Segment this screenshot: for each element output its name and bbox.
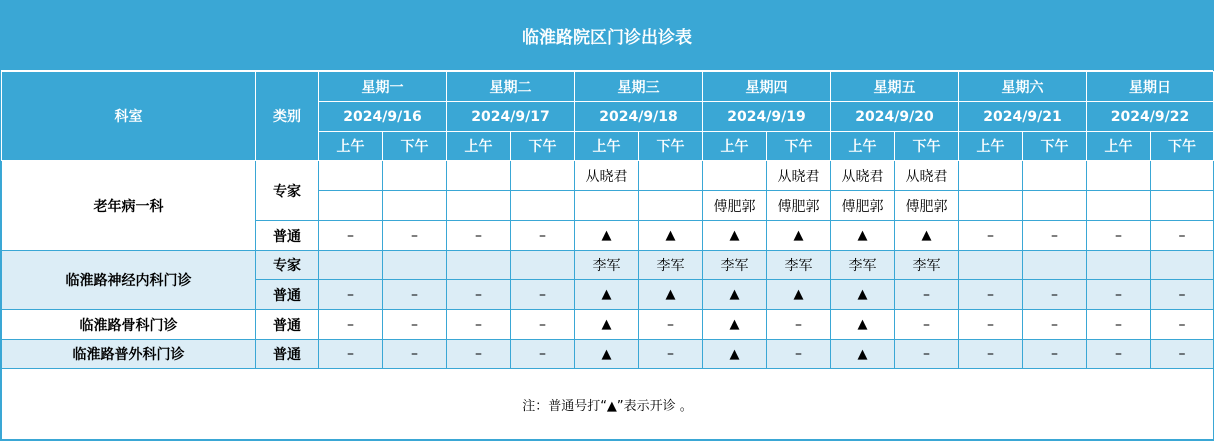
slot-cell (639, 191, 703, 221)
pm-header: 下午 (895, 132, 959, 161)
slot-cell: 李军 (767, 251, 831, 280)
slot-cell: 从晓君 (575, 161, 639, 191)
slot-cell: – (1087, 221, 1151, 251)
pm-header: 下午 (1023, 132, 1087, 161)
open-marker: ▲ (575, 221, 639, 251)
slot-cell: – (1151, 280, 1214, 310)
category-general: 普通 (256, 221, 319, 251)
slot-cell: – (447, 340, 511, 369)
footnote: 注：普通号打“▲”表示开诊 。 (2, 369, 1214, 440)
slot-cell: 从晓君 (831, 161, 895, 191)
day-name-header: 星期日 (1087, 72, 1214, 102)
slot-cell: – (319, 280, 383, 310)
slot-cell (1087, 251, 1151, 280)
am-header: 上午 (575, 132, 639, 161)
dept-header: 科室 (2, 72, 256, 161)
am-header: 上午 (831, 132, 895, 161)
slot-cell: – (959, 340, 1023, 369)
header-day-row (2, 72, 1214, 102)
slot-cell (383, 191, 447, 221)
slot-cell: – (1087, 280, 1151, 310)
slot-cell (639, 161, 703, 191)
slot-cell: – (447, 310, 511, 340)
slot-cell: – (767, 310, 831, 340)
day-name-header: 星期一 (319, 72, 447, 102)
date-header: 2024/9/19 (703, 102, 831, 132)
category-expert: 专家 (256, 161, 319, 221)
open-marker: ▲ (703, 280, 767, 310)
slot-cell: – (1023, 221, 1087, 251)
day-name-header: 星期二 (447, 72, 575, 102)
pm-header: 下午 (511, 132, 575, 161)
slot-cell: – (511, 340, 575, 369)
table-row (2, 251, 1214, 280)
slot-cell: – (639, 340, 703, 369)
table-row (2, 161, 1214, 191)
slot-cell: 李军 (575, 251, 639, 280)
table-row (2, 310, 1214, 340)
category-expert: 专家 (256, 251, 319, 280)
slot-cell (383, 251, 447, 280)
pm-header: 下午 (767, 132, 831, 161)
slot-cell (511, 251, 575, 280)
am-header: 上午 (703, 132, 767, 161)
slot-cell (959, 191, 1023, 221)
category-general: 普通 (256, 310, 319, 340)
slot-cell: 傅肥郭 (767, 191, 831, 221)
open-marker: ▲ (831, 310, 895, 340)
slot-cell: 傅肥郭 (703, 191, 767, 221)
slot-cell: – (1151, 340, 1214, 369)
category-general: 普通 (256, 340, 319, 369)
open-marker: ▲ (639, 221, 703, 251)
slot-cell (1087, 161, 1151, 191)
slot-cell: 李军 (639, 251, 703, 280)
slot-cell (511, 191, 575, 221)
slot-cell: – (319, 340, 383, 369)
slot-cell: – (959, 221, 1023, 251)
slot-cell (447, 161, 511, 191)
slot-cell (575, 191, 639, 221)
slot-cell (1151, 251, 1214, 280)
slot-cell (1151, 191, 1214, 221)
slot-cell: – (1151, 221, 1214, 251)
pm-header: 下午 (639, 132, 703, 161)
slot-cell: – (1151, 310, 1214, 340)
am-header: 上午 (447, 132, 511, 161)
date-header: 2024/9/20 (831, 102, 959, 132)
slot-cell: – (1023, 340, 1087, 369)
table-title: 临淮路院区门诊出诊表 (1, 1, 1213, 71)
slot-cell (1087, 191, 1151, 221)
slot-cell: – (1023, 280, 1087, 310)
category-general: 普通 (256, 280, 319, 310)
am-header: 上午 (319, 132, 383, 161)
open-marker: ▲ (767, 280, 831, 310)
slot-cell: 从晓君 (767, 161, 831, 191)
slot-cell: – (383, 280, 447, 310)
table-row (2, 340, 1214, 369)
slot-cell: 李军 (703, 251, 767, 280)
slot-cell: – (319, 310, 383, 340)
slot-cell: – (895, 310, 959, 340)
slot-cell: – (1087, 310, 1151, 340)
open-marker: ▲ (575, 340, 639, 369)
slot-cell: – (895, 340, 959, 369)
open-marker: ▲ (831, 280, 895, 310)
slot-cell (447, 191, 511, 221)
slot-cell (319, 191, 383, 221)
slot-cell: – (959, 310, 1023, 340)
slot-cell (1023, 191, 1087, 221)
date-header: 2024/9/22 (1087, 102, 1214, 132)
dept-name: 老年病一科 (2, 161, 256, 251)
slot-cell: 傅肥郭 (831, 191, 895, 221)
slot-cell (1151, 161, 1214, 191)
dept-name: 临淮路普外科门诊 (2, 340, 256, 369)
open-marker: ▲ (703, 340, 767, 369)
slot-cell: – (511, 221, 575, 251)
open-marker: ▲ (703, 310, 767, 340)
slot-cell (511, 161, 575, 191)
slot-cell: 李军 (895, 251, 959, 280)
open-marker: ▲ (703, 221, 767, 251)
day-name-header: 星期六 (959, 72, 1087, 102)
pm-header: 下午 (383, 132, 447, 161)
date-header: 2024/9/16 (319, 102, 447, 132)
day-name-header: 星期三 (575, 72, 703, 102)
slot-cell (319, 251, 383, 280)
category-header: 类别 (256, 72, 319, 161)
slot-cell (959, 251, 1023, 280)
slot-cell (447, 251, 511, 280)
open-marker: ▲ (831, 221, 895, 251)
day-name-header: 星期五 (831, 72, 959, 102)
slot-cell: – (383, 310, 447, 340)
slot-cell (703, 161, 767, 191)
slot-cell: – (767, 340, 831, 369)
slot-cell: – (319, 221, 383, 251)
dept-name: 临淮路骨科门诊 (2, 310, 256, 340)
slot-cell (383, 161, 447, 191)
dept-name: 临淮路神经内科门诊 (2, 251, 256, 310)
am-header: 上午 (959, 132, 1023, 161)
schedule-table (1, 71, 1214, 440)
day-name-header: 星期四 (703, 72, 831, 102)
date-header: 2024/9/17 (447, 102, 575, 132)
slot-cell: – (895, 280, 959, 310)
open-marker: ▲ (895, 221, 959, 251)
slot-cell: 从晓君 (895, 161, 959, 191)
slot-cell: – (511, 280, 575, 310)
slot-cell: – (959, 280, 1023, 310)
slot-cell: 李军 (831, 251, 895, 280)
open-marker: ▲ (831, 340, 895, 369)
slot-cell: – (1087, 340, 1151, 369)
note-row (2, 369, 1214, 440)
open-marker: ▲ (639, 280, 703, 310)
open-marker: ▲ (767, 221, 831, 251)
open-marker: ▲ (575, 310, 639, 340)
slot-cell: – (383, 221, 447, 251)
slot-cell: – (383, 340, 447, 369)
slot-cell: – (639, 310, 703, 340)
slot-cell (1023, 251, 1087, 280)
slot-cell: – (447, 280, 511, 310)
slot-cell: – (1023, 310, 1087, 340)
date-header: 2024/9/18 (575, 102, 703, 132)
slot-cell: – (447, 221, 511, 251)
slot-cell (1023, 161, 1087, 191)
am-header: 上午 (1087, 132, 1151, 161)
open-marker: ▲ (575, 280, 639, 310)
slot-cell (959, 161, 1023, 191)
pm-header: 下午 (1151, 132, 1214, 161)
slot-cell: – (511, 310, 575, 340)
date-header: 2024/9/21 (959, 102, 1087, 132)
slot-cell: 傅肥郭 (895, 191, 959, 221)
slot-cell (319, 161, 383, 191)
